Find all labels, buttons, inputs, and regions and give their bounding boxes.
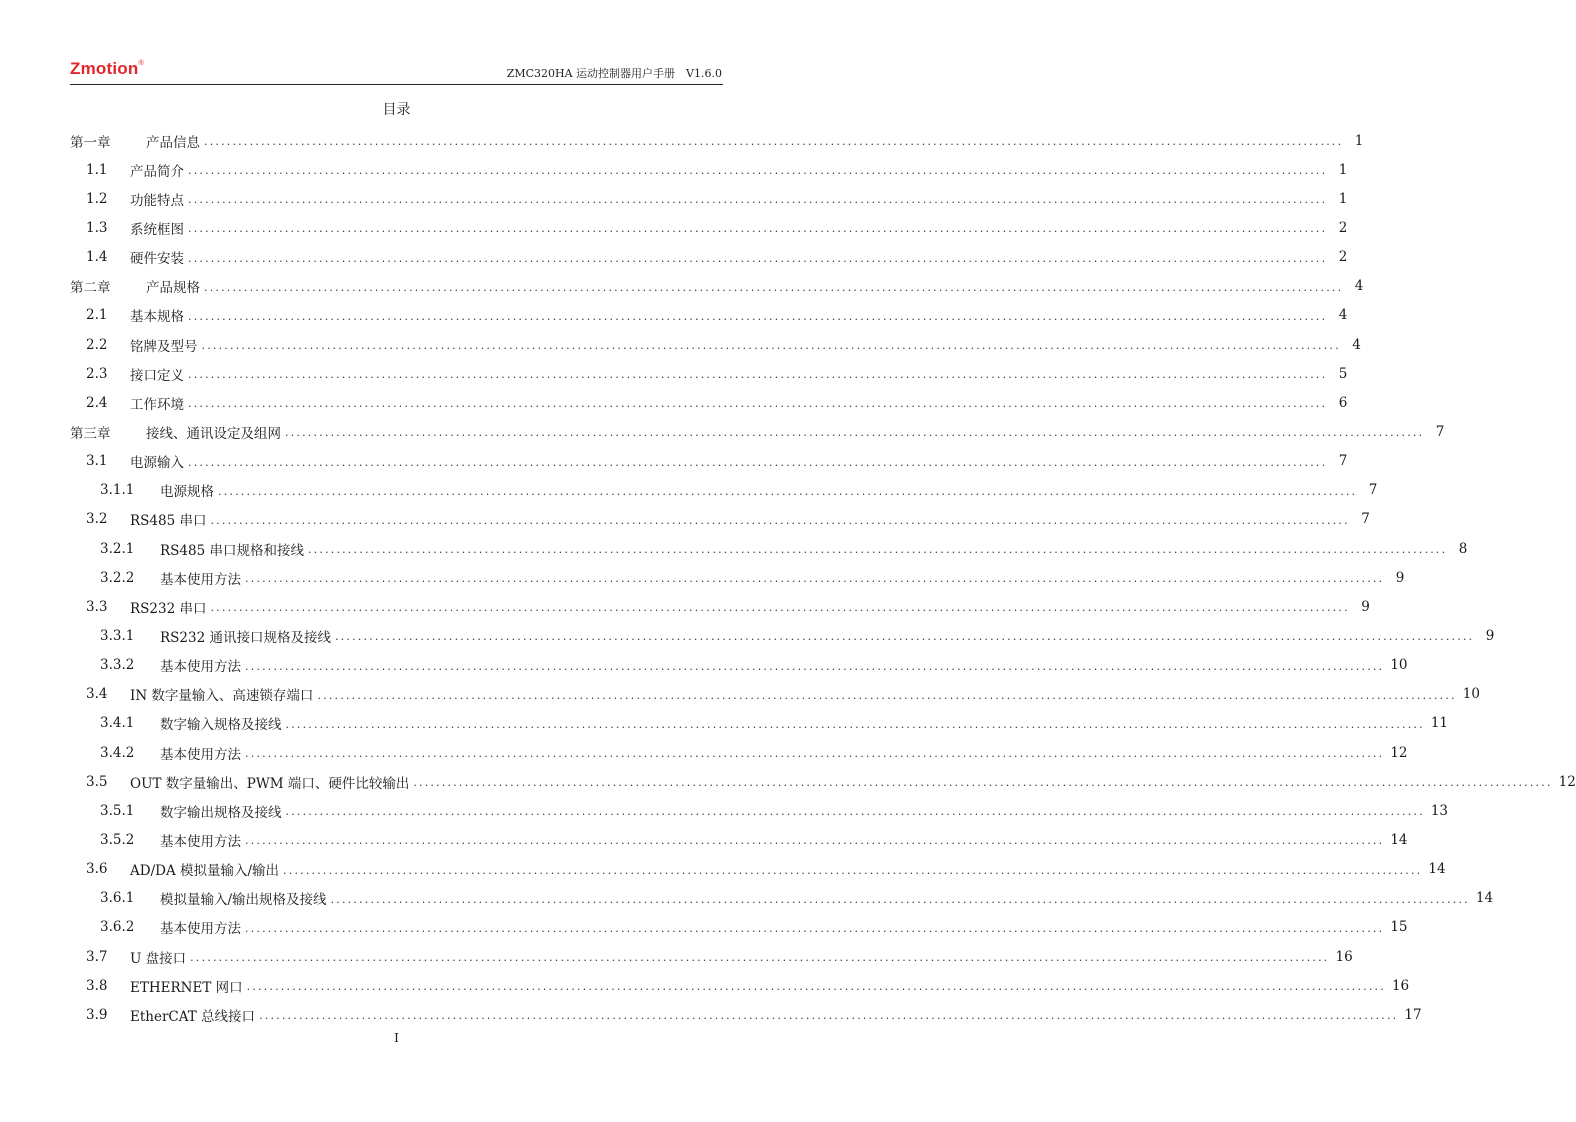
toc-entry-title: 模拟量输入/输出规格及接线 [160, 892, 327, 909]
toc-entry[interactable] [70, 505, 1370, 534]
toc-dot-leader: ........................................................................................................................................................................................................ [245, 659, 1385, 673]
toc-entry[interactable] [70, 563, 1405, 592]
toc-entry[interactable] [70, 1000, 1422, 1029]
toc-entry-page: 13 [1430, 802, 1449, 819]
toc-entry-number: 3.8 [86, 977, 108, 994]
toc-dot-leader: ........................................................................................................................................................................................................ [188, 193, 1328, 207]
toc-entry[interactable] [70, 942, 1353, 971]
toc-entry-page: 12 [1390, 744, 1408, 761]
toc-entry[interactable] [70, 884, 1494, 913]
toc-entry-title: ETHERNET 网口 [130, 979, 243, 996]
toc-entry-page: 8 [1458, 540, 1468, 557]
toc-entry-title: U 盘接口 [130, 950, 187, 967]
toc-entry-title: RS232 串口 [130, 600, 207, 617]
toc-entry-page: 4 [1338, 307, 1348, 324]
table-of-contents [70, 126, 1576, 1029]
toc-entry-page: 4 [1352, 336, 1361, 353]
toc-dot-leader: ........................................................................................................................................................................................................ [188, 222, 1328, 236]
toc-entry-page: 7 [1435, 423, 1445, 440]
toc-entry-page: 15 [1390, 919, 1408, 936]
toc-entry-number: 3.4.1 [100, 715, 135, 732]
toc-entry[interactable] [70, 447, 1348, 476]
toc-entry-number: 3.3 [86, 598, 108, 615]
toc-entry[interactable] [70, 476, 1378, 505]
toc-entry-number: 1.3 [86, 219, 108, 236]
toc-entry-number: 3.6.1 [100, 890, 135, 907]
toc-dot-leader: ........................................................................................................................................................................................................ [188, 455, 1328, 469]
toc-entry-number: 3.1.1 [100, 482, 135, 499]
toc-entry-number: 3.2 [86, 511, 108, 528]
registered-mark: ® [138, 60, 144, 67]
toc-entry-page: 1 [1338, 190, 1348, 207]
toc-entry[interactable] [70, 709, 1449, 738]
toc-entry-title: OUT 数字量输出、PWM 端口、硬件比较输出 [130, 775, 410, 792]
toc-entry-title: 数字输出规格及接线 [160, 804, 282, 821]
toc-entry-number: 3.4.2 [100, 744, 135, 761]
toc-entry-number: 2.3 [86, 365, 108, 382]
toc-entry-number: 3.6 [86, 861, 108, 878]
toc-entry-title: 基本规格 [130, 309, 184, 326]
toc-entry-page: 2 [1338, 219, 1348, 236]
toc-entry-page: 14 [1390, 831, 1408, 848]
toc-dot-leader: ........................................................................................................................................................................................................ [188, 368, 1328, 382]
toc-entry-number: 3.9 [86, 1006, 108, 1023]
toc-dot-leader: ........................................................................................................................................................................................................ [245, 921, 1385, 935]
toc-entry-page: 6 [1338, 394, 1348, 411]
toc-entry-page: 12 [1558, 773, 1576, 790]
toc-entry-title: 基本使用方法 [160, 659, 241, 676]
toc-entry-title: 接线、通讯设定及组网 [146, 425, 281, 442]
toc-entry-page: 11 [1430, 715, 1449, 732]
toc-dot-leader: ........................................................................................................................................................................................................ [285, 805, 1425, 819]
toc-entry-title: RS485 串口规格和接线 [160, 542, 304, 559]
toc-entry-page: 5 [1338, 365, 1348, 382]
toc-dot-leader: ........................................................................................................................................................................................................ [245, 747, 1385, 761]
page-number: I [394, 1031, 399, 1045]
toc-dot-leader: ........................................................................................................................................................................................................ [188, 251, 1328, 265]
toc-entry[interactable] [70, 621, 1495, 650]
toc-entry-number: 3.4 [86, 686, 108, 703]
toc-entry-page: 7 [1338, 453, 1348, 470]
toc-entry-page: 9 [1485, 627, 1495, 644]
toc-dot-leader: ........................................................................................................................................................................................................ [246, 980, 1386, 994]
toc-entry[interactable] [70, 913, 1408, 942]
toc-entry-number: 1.4 [86, 249, 108, 266]
toc-entry-number: 2.2 [86, 336, 108, 353]
toc-entry-title: 接口定义 [130, 367, 184, 384]
toc-dot-leader: ........................................................................................................................................................................................................ [245, 572, 1385, 586]
toc-dot-leader: ........................................................................................................................................................................................................ [317, 688, 1457, 702]
toc-entry[interactable] [70, 767, 1576, 796]
toc-entry-number: 2.1 [86, 307, 108, 324]
toc-entry-page: 17 [1404, 1006, 1422, 1023]
toc-dot-leader: ........................................................................................................................................................................................................ [330, 892, 1470, 906]
toc-dot-leader: ........................................................................................................................................................................................................ [188, 164, 1328, 178]
toc-entry[interactable] [70, 651, 1408, 680]
toc-dot-leader: ........................................................................................................................................................................................................ [190, 951, 1330, 964]
toc-entry-page: 14 [1475, 890, 1494, 907]
toc-entry[interactable] [70, 971, 1410, 1000]
toc-dot-leader: ........................................................................................................................................................................................................ [283, 863, 1423, 877]
toc-entry-title: 产品信息 [146, 134, 200, 151]
toc-entry-title: 数字输入规格及接线 [160, 717, 282, 734]
toc-entry[interactable] [70, 534, 1468, 563]
toc-entry-number: 3.7 [86, 948, 108, 965]
document-title: ZMC320HA 运动控制器用户手册 V1.6.0 [506, 67, 722, 80]
toc-entry-number: 3.5.1 [100, 802, 135, 819]
toc-dot-leader: ........................................................................................................................................................................................................ [259, 1009, 1399, 1023]
toc-entry-title: 产品规格 [146, 280, 200, 297]
toc-entry-title: 基本使用方法 [160, 571, 241, 588]
toc-entry[interactable] [70, 359, 1348, 388]
toc-entry-page: 16 [1391, 977, 1410, 994]
toc-entry[interactable] [70, 126, 1364, 155]
toc-entry[interactable] [70, 680, 1480, 709]
toc-entry-page: 1 [1354, 132, 1364, 149]
toc-entry[interactable] [70, 155, 1348, 184]
toc-dot-leader: ........................................................................................................................................................................................................ [334, 630, 1475, 644]
toc-entry-title: RS232 通讯接口规格及接线 [160, 629, 331, 646]
toc-entry-title: 铭牌及型号 [130, 338, 198, 355]
toc-entry-title: 基本使用方法 [160, 746, 241, 763]
toc-entry-page: 10 [1462, 686, 1480, 703]
toc-entry-number: 3.6.2 [100, 919, 135, 936]
toc-entry-page: 7 [1368, 482, 1378, 499]
page-header [70, 58, 723, 85]
toc-entry-title: AD/DA 模拟量输入/输出 [130, 863, 280, 880]
toc-dot-leader: ........................................................................................................................................................................................................ [201, 339, 1341, 353]
toc-entry-title: 系统框图 [130, 221, 184, 238]
toc-entry-page: 7 [1361, 511, 1370, 528]
toc-entry-title: 功能特点 [130, 192, 184, 209]
toc-dot-leader: ........................................................................................................................................................................................................ [307, 543, 1448, 557]
toc-entry-title: 工作环境 [130, 396, 184, 413]
toc-dot-leader: ........................................................................................................................................................................................................ [188, 397, 1328, 411]
toc-dot-leader: ........................................................................................................................................................................................................ [245, 834, 1385, 848]
toc-entry-page: 9 [1395, 569, 1405, 586]
toc-entry-title: EtherCAT 总线接口 [130, 1008, 256, 1025]
toc-entry-number: 3.3.1 [100, 627, 135, 644]
toc-entry-page: 16 [1335, 948, 1353, 965]
toc-dot-leader: ........................................................................................................................................................................................................ [285, 717, 1425, 731]
toc-entry-title: IN 数字量输入、高速锁存端口 [130, 688, 314, 705]
toc-entry[interactable] [70, 272, 1364, 301]
toc-dot-leader: ........................................................................................................................................................................................................ [285, 426, 1425, 440]
toc-entry-page: 10 [1390, 657, 1408, 674]
toc-entry-title: 硬件安装 [130, 251, 184, 268]
toc-dot-leader: ........................................................................................................................................................................................................ [204, 280, 1344, 294]
toc-dot-leader: ........................................................................................................................................................................................................ [204, 135, 1344, 149]
toc-entry[interactable] [70, 825, 1408, 854]
toc-entry-title: 产品简介 [130, 163, 184, 180]
toc-entry[interactable] [70, 855, 1446, 884]
toc-entry-number: 1.2 [86, 190, 108, 207]
toc-dot-leader: ........................................................................................................................................................................................................ [413, 776, 1553, 790]
toc-entry-title: 电源输入 [130, 455, 184, 472]
toc-dot-leader: ........................................................................................................................................................................................................ [210, 513, 1350, 527]
toc-entry-number: 3.2.1 [100, 540, 135, 557]
toc-entry[interactable] [70, 738, 1408, 767]
toc-entry[interactable] [70, 330, 1361, 359]
toc-entry[interactable] [70, 213, 1348, 242]
toc-entry-title: 基本使用方法 [160, 833, 241, 850]
toc-entry-title: 电源规格 [160, 484, 214, 501]
logo-text: Zmotion [70, 59, 139, 78]
toc-entry[interactable] [70, 796, 1449, 825]
toc-entry[interactable] [70, 301, 1348, 330]
toc-dot-leader: ........................................................................................................................................................................................................ [210, 601, 1350, 615]
toc-entry-title: 基本使用方法 [160, 921, 241, 938]
toc-entry-number: 2.4 [86, 394, 108, 411]
toc-entry-title: RS485 串口 [130, 513, 207, 530]
toc-entry[interactable] [70, 243, 1348, 272]
toc-entry-page: 1 [1338, 161, 1348, 178]
toc-entry-page: 14 [1428, 861, 1446, 878]
zmotion-logo [70, 59, 144, 79]
toc-entry-number: 3.3.2 [100, 657, 135, 674]
toc-entry[interactable] [70, 417, 1445, 446]
toc-entry-number: 3.5.2 [100, 831, 135, 848]
toc-entry[interactable] [70, 388, 1348, 417]
toc-entry-page: 9 [1361, 598, 1370, 615]
toc-entry-number: 第二章 [70, 280, 111, 297]
toc-dot-leader: ........................................................................................................................................................................................................ [188, 309, 1328, 323]
toc-entry[interactable] [70, 184, 1348, 213]
toc-entry-page: 2 [1338, 249, 1348, 266]
toc-entry-number: 3.5 [86, 773, 108, 790]
toc-entry-page: 4 [1354, 278, 1364, 295]
toc-entry-number: 1.1 [86, 161, 108, 178]
toc-entry-number: 3.1 [86, 453, 108, 470]
toc-entry-number: 3.2.2 [100, 569, 135, 586]
toc-entry-number: 第三章 [70, 425, 111, 442]
toc-heading: 目录 [382, 102, 411, 118]
toc-entry[interactable] [70, 592, 1370, 621]
toc-entry-number: 第一章 [70, 134, 111, 151]
toc-dot-leader: ........................................................................................................................................................................................................ [218, 484, 1358, 498]
